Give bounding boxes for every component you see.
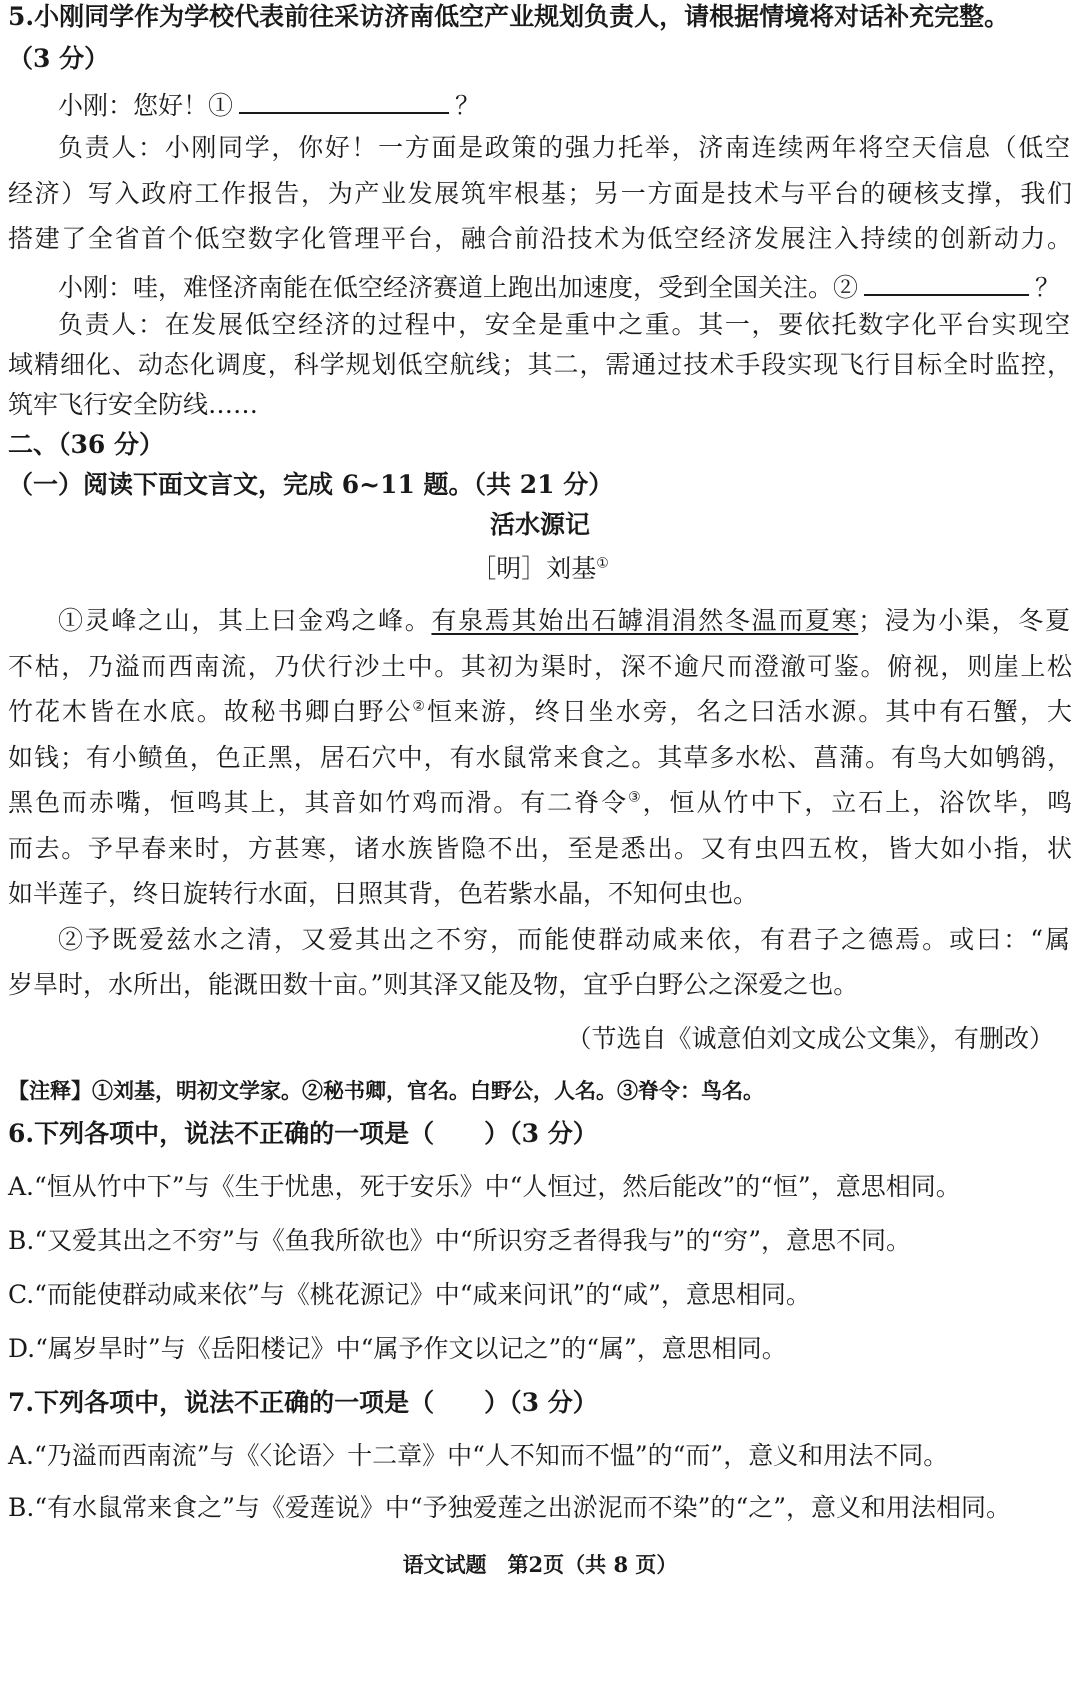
- q6-stem: 6.下列各项中，说法不正确的一项是（ ）（3 分）: [8, 1119, 598, 1148]
- q5-line2-suffix: ？: [1035, 273, 1061, 302]
- passage-text: 恒来游，终日坐水旁，名之曰活水源。其中有石蟹，大: [426, 697, 1072, 726]
- passage-p1-line-2: 不枯，乃溢而西南流，乃伏行沙土中。其初为渠时，深不逾尺而澄澈可鉴。俯视，则崖上松: [8, 652, 1072, 681]
- passage-author: [0, 552, 1080, 586]
- author-note-marker: ①: [596, 555, 609, 572]
- q7-option-a[interactable]: A.“乃溢而西南流”与《〈论语〉十二章》中“人不知而不愠”的“而”，意义和用法不同。: [8, 1441, 949, 1470]
- q6-option-c[interactable]: C.“而能使群动咸来依”与《桃花源记》中“咸来问讯”的“咸”，意思相同。: [8, 1280, 811, 1309]
- q7-option-b[interactable]: B.“有水鼠常来食之”与《爱莲说》中“予独爱莲之出淤泥而不染”的“之”，意义和用法相同。: [8, 1493, 1012, 1522]
- passage-p1-line-1: [58, 604, 1070, 638]
- q5-line1-prefix: 小刚：您好！①: [58, 91, 234, 120]
- q6-option-b[interactable]: B.“又爱其出之不穷”与《鱼我所欲也》中“所识穷乏者得我与”的“穷”，意思不同。: [8, 1226, 912, 1255]
- passage-p1-line-7: 如半莲子，终日旋转行水面，日照其背，色若紫水晶，不知何虫也。: [8, 879, 759, 908]
- q6-option-a[interactable]: A.“恒从竹中下”与《生于忧患，死于安乐》中“人恒过，然后能改”的“恒”，意思相同。: [8, 1172, 961, 1201]
- passage-p1-line-5: [8, 786, 1072, 820]
- page-footer: 语文试题 第2页（共 8 页）: [402, 1552, 678, 1577]
- section-2-subheading: （一）阅读下面文言文，完成 6~11 题。（共 21 分）: [8, 470, 614, 499]
- answer-blank-2[interactable]: [864, 268, 1029, 296]
- q7-stem: 7.下列各项中，说法不正确的一项是（ ）（3 分）: [8, 1388, 598, 1417]
- q6-option-d[interactable]: D.“属岁旱时”与《岳阳楼记》中“属予作文以记之”的“属”，意思相同。: [8, 1334, 787, 1363]
- q5-response-1-line-2: 经济）写入政府工作报告，为产业发展筑牢根基；另一方面是技术与平台的硬核支撑，我们: [8, 179, 1072, 208]
- passage-p2-line-2: 岁旱时，水所出，能溉田数十亩。”则其泽又能及物，宜乎白野公之深爱之也。: [8, 970, 859, 999]
- q5-response-2-line-1: 负责人：在发展低空经济的过程中，安全是重中之重。其一，要依托数字化平台实现空: [58, 310, 1070, 339]
- passage-text: ，恒从竹中下，立石上，浴饮毕，鸣: [642, 788, 1072, 817]
- q5-response-1-line-3: 搭建了全省首个低空数字化管理平台，融合前沿技术为低空经济发展注入持续的创新动力。: [8, 224, 1072, 253]
- passage-title: 活水源记: [489, 510, 590, 539]
- passage-text: 黑色而赤嘴，恒鸣其上，其音如竹鸡而滑。有二脊令: [8, 788, 629, 817]
- passage-source: （节选自《诚意伯刘文成公文集》，有删改）: [566, 1024, 1054, 1053]
- q5-title: 5.小刚同学作为学校代表前往采访济南低空产业规划负责人，请根据情境将对话补充完整。: [8, 2, 1010, 31]
- q5-response-2-line-3: 筑牢飞行安全防线……: [8, 390, 259, 419]
- passage-p1-line-3: [8, 695, 1072, 729]
- passage-notes: 【注释】①刘基，明初文学家。②秘书卿，官名。白野公，人名。③脊令：鸟名。: [8, 1078, 764, 1103]
- q5-dialogue-line-1: [58, 86, 1072, 123]
- passage-p2-line-1: ②予既爱兹水之清，又爱其出之不穷，而能使群动咸来依，有君子之德焉。或曰：“属: [58, 925, 1070, 954]
- passage-text: ；浸为小渠，冬夏: [858, 606, 1070, 635]
- section-2-heading: 二、（36 分）: [8, 430, 164, 459]
- passage-text: 竹花木皆在水底。故秘书卿白野公: [8, 697, 413, 726]
- q5-response-1-line-1: 负责人：小刚同学，你好！一方面是政策的强力托举，济南连续两年将空天信息（低空: [58, 133, 1070, 162]
- q5-line1-suffix: ？: [455, 91, 481, 120]
- passage-text: ①灵峰之山，其上曰金鸡之峰。: [58, 606, 432, 635]
- q5-response-2-line-2: 域精细化、动态化调度，科学规划低空航线；其二，需通过技术手段实现飞行目标全时监控，: [8, 350, 1072, 379]
- q5-dialogue-line-2: [58, 268, 1072, 305]
- underlined-sentence: 有泉焉其始出石罅涓涓然冬温而夏寒: [431, 606, 859, 635]
- passage-p1-line-6: 而去。予早春来时，方甚寒，诸水族皆隐不出，至是悉出。又有虫四五枚，皆大如小指，状: [8, 834, 1072, 863]
- note-marker-2: ②: [412, 698, 427, 715]
- q5-score: （3 分）: [8, 44, 110, 73]
- note-marker-3: ③: [628, 789, 643, 806]
- q5-line2-prefix: 小刚：哇，难怪济南能在低空经济赛道上跑出加速度，受到全国关注。②: [58, 273, 859, 302]
- author-name: ［明］刘基: [471, 554, 597, 583]
- passage-p1-line-4: 如钱；有小鲼鱼，色正黑，居石穴中，有水鼠常来食之。其草多水松、菖蒲。有鸟大如鸲鹆，: [8, 743, 1072, 772]
- answer-blank-1[interactable]: [239, 86, 449, 114]
